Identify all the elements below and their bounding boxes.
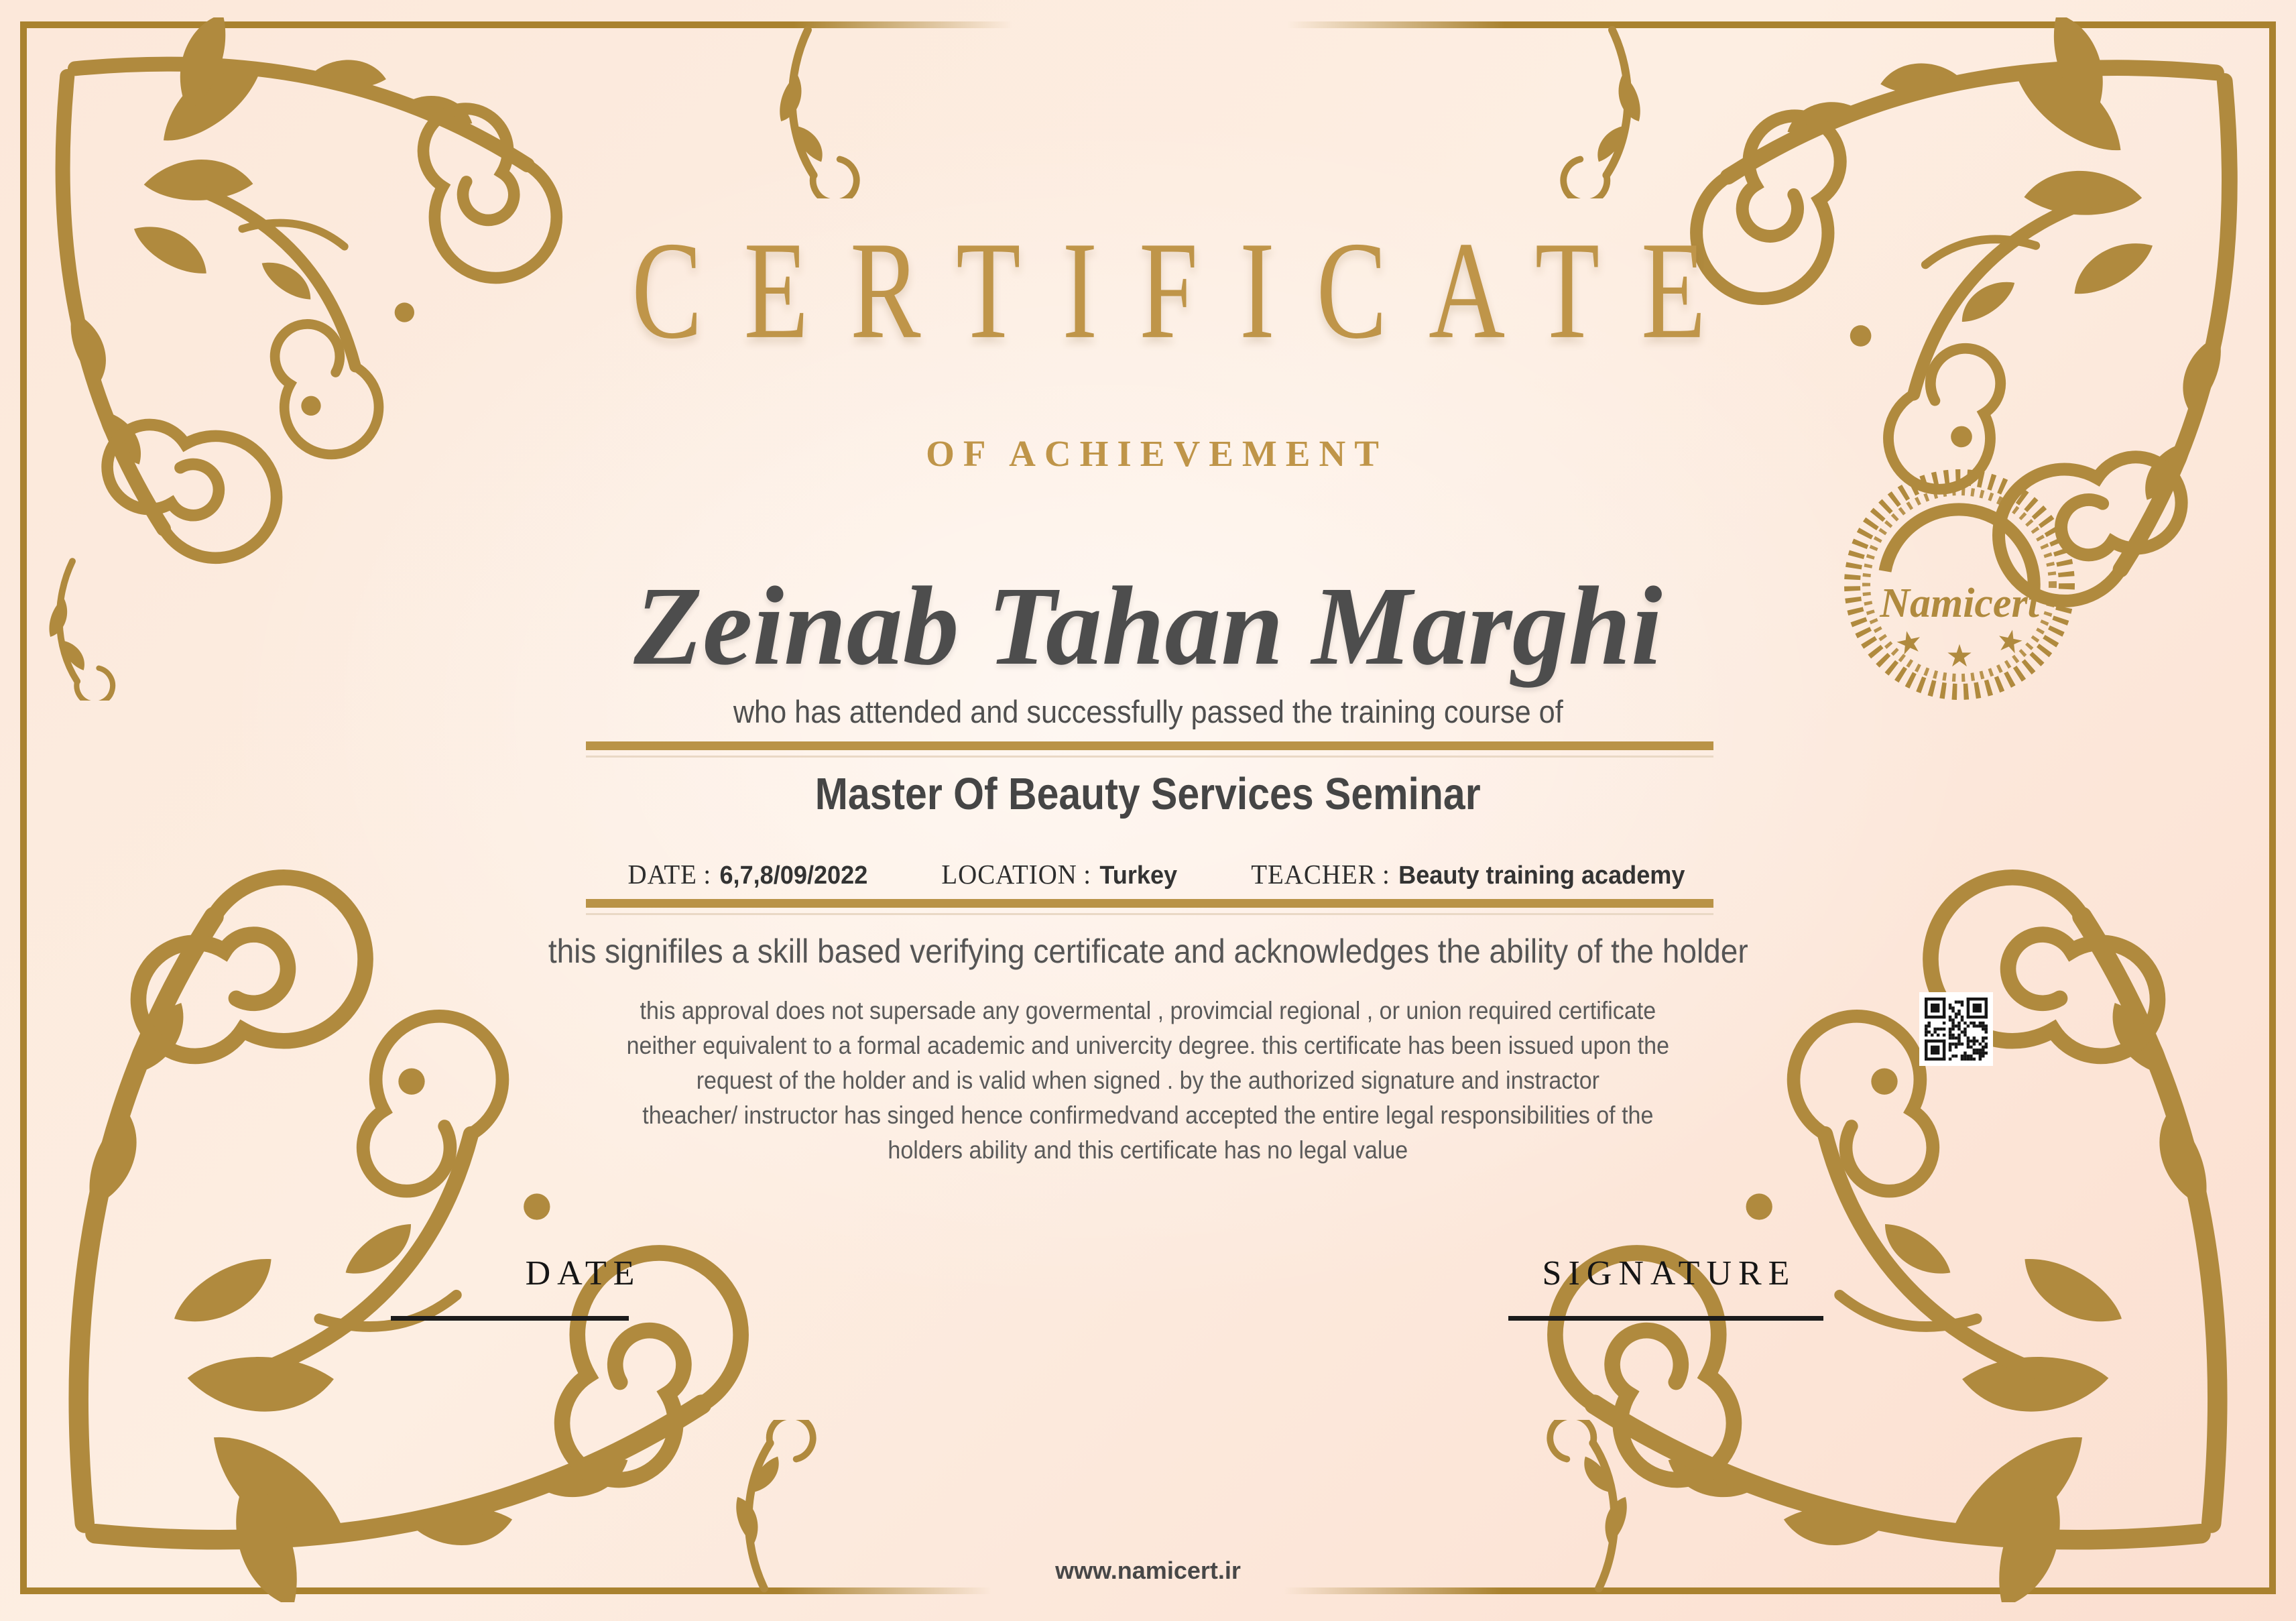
- signoff-signature-label: SIGNATURE: [1542, 1254, 1797, 1293]
- top-sprig-left-icon: [751, 24, 865, 198]
- seal-star-icon: ★: [1891, 621, 1927, 664]
- signoff-date-label: DATE: [525, 1254, 642, 1293]
- course-details-row: [628, 858, 1685, 890]
- statement-line: this signifiles a skill based verifying certificate and acknowledges the ability of the holder: [548, 933, 1748, 970]
- website-url: www.namicert.ir: [1055, 1557, 1241, 1584]
- seal-star-icon: ★: [1945, 638, 1974, 674]
- teacher-value: Beauty training academy: [1398, 861, 1685, 890]
- signoff-date-line: [391, 1316, 629, 1321]
- disclaimer-line: request of the holder and is valid when signed . by the authorized signature and instractor: [696, 1067, 1600, 1094]
- intro-line: who has attended and successfully passed the training course of: [733, 694, 1563, 729]
- floral-corner-bottom-left-icon: [16, 811, 807, 1602]
- disclaimer-line: holders ability and this certificate has no legal value: [888, 1136, 1408, 1164]
- detail-date: DATE : 6,7,8/09/2022: [627, 859, 868, 890]
- gold-rule-bottom-shadow: [586, 913, 1713, 915]
- detail-location: LOCATION : Turkey: [941, 859, 1178, 890]
- certificate-subtitle: OF ACHIEVEMENT: [926, 433, 1388, 474]
- qr-code: [1919, 992, 1993, 1066]
- gold-rule-top: [586, 741, 1713, 750]
- date-value: 6,7,8/09/2022: [719, 861, 868, 890]
- course-title: Master Of Beauty Services Seminar: [815, 769, 1481, 819]
- detail-teacher: TEACHER : Beauty training academy: [1251, 859, 1685, 890]
- certificate-title: CERTIFICATE: [631, 213, 1748, 369]
- disclaimer-line: this approval does not supersade any govermental , provimcial regional , or union required certificate: [640, 997, 1656, 1024]
- disclaimer-line: theacher/ instructor has singed hence confirmedvand accepted the entire legal responsibilities of the: [642, 1101, 1654, 1129]
- location-value: Turkey: [1099, 861, 1178, 890]
- disclaimer-line: neither equivalent to a formal academic and univercity degree. this certificate has been issued upon the: [626, 1032, 1670, 1059]
- seal-brand-text: Namicert: [1880, 581, 2039, 626]
- recipient-name: Zeinab Tahan Marghi: [633, 564, 1663, 688]
- qr-code-icon: [1925, 998, 1988, 1061]
- seal-star-icon: ★: [1992, 620, 2028, 662]
- gold-rule-top-shadow: [586, 756, 1713, 758]
- date-label: DATE: [627, 859, 697, 890]
- gold-rule-bottom: [586, 899, 1713, 908]
- teacher-label: TEACHER: [1251, 859, 1376, 890]
- location-label: LOCATION: [941, 859, 1077, 890]
- signoff-signature-line: [1508, 1316, 1823, 1321]
- top-sprig-right-icon: [1555, 24, 1669, 198]
